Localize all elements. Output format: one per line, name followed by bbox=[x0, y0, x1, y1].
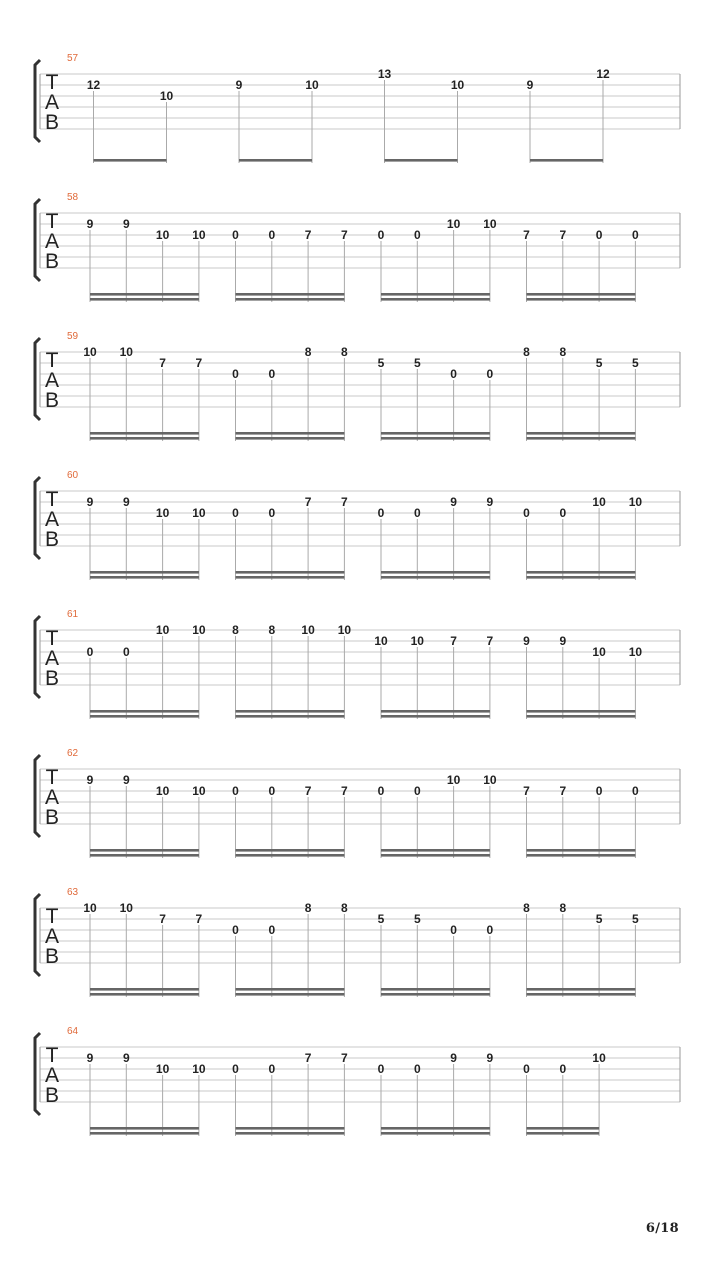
measure-number: 63 bbox=[67, 887, 79, 898]
beam bbox=[527, 1132, 600, 1135]
fret-number: 7 bbox=[486, 634, 494, 648]
fret-number: 9 bbox=[450, 495, 457, 509]
fret-number: 0 bbox=[268, 506, 276, 520]
fret-number: 0 bbox=[377, 784, 385, 798]
tab-clef-letter: A bbox=[44, 91, 60, 114]
system-bracket bbox=[35, 60, 40, 142]
beam bbox=[90, 854, 199, 857]
fret-number: 10 bbox=[192, 506, 206, 520]
beam bbox=[90, 988, 199, 991]
fret-number: 8 bbox=[523, 345, 530, 359]
tab-clef-letter: A bbox=[44, 786, 60, 809]
beam bbox=[381, 293, 490, 296]
fret-number: 0 bbox=[632, 784, 639, 798]
fret-number: 0 bbox=[232, 228, 239, 242]
fret-number: 8 bbox=[232, 623, 239, 637]
fret-number: 7 bbox=[341, 228, 348, 242]
system-bracket bbox=[35, 477, 40, 559]
fret-number: 8 bbox=[559, 901, 567, 915]
fret-number: 12 bbox=[596, 67, 610, 81]
fret-number: 5 bbox=[595, 356, 603, 370]
fret-number: 0 bbox=[377, 1062, 385, 1076]
fret-number: 10 bbox=[483, 217, 497, 231]
measure-number: 57 bbox=[67, 53, 79, 64]
fret-number: 0 bbox=[268, 1062, 276, 1076]
fret-number: 9 bbox=[486, 1051, 494, 1065]
measure-number: 64 bbox=[67, 1026, 79, 1037]
fret-number: 7 bbox=[304, 495, 312, 509]
tab-clef-letter: A bbox=[44, 230, 60, 253]
fret-number: 10 bbox=[592, 645, 606, 659]
page-number: 6/18 bbox=[645, 1221, 679, 1236]
measure-number: 60 bbox=[67, 470, 79, 481]
measure-number: 58 bbox=[67, 192, 79, 203]
fret-number: 10 bbox=[592, 495, 606, 509]
measure-number: 61 bbox=[67, 609, 79, 620]
beam bbox=[527, 988, 636, 991]
fret-number: 5 bbox=[413, 356, 421, 370]
beam bbox=[236, 710, 345, 713]
tab-clef-letter: B bbox=[44, 389, 60, 412]
fret-number: 10 bbox=[628, 495, 643, 509]
fret-number: 10 bbox=[483, 773, 497, 787]
beam bbox=[236, 576, 345, 579]
beam bbox=[527, 849, 636, 852]
fret-number: 0 bbox=[268, 923, 276, 937]
fret-number: 9 bbox=[86, 217, 94, 231]
beam bbox=[94, 159, 167, 162]
beam bbox=[527, 1127, 600, 1130]
beam bbox=[381, 988, 490, 991]
fret-number: 0 bbox=[232, 784, 239, 798]
beam bbox=[527, 854, 636, 857]
fret-number: 0 bbox=[450, 923, 457, 937]
fret-number: 0 bbox=[377, 506, 385, 520]
fret-number: 10 bbox=[83, 345, 97, 359]
beam bbox=[381, 710, 490, 713]
beam bbox=[90, 1127, 199, 1130]
system-bracket bbox=[35, 894, 40, 976]
fret-number: 8 bbox=[523, 901, 530, 915]
fret-number: 9 bbox=[86, 495, 94, 509]
fret-number: 0 bbox=[486, 923, 494, 937]
tab-clef-letter: B bbox=[44, 667, 60, 690]
tab-clef-letter: A bbox=[44, 925, 60, 948]
fret-number: 7 bbox=[304, 784, 312, 798]
beam bbox=[236, 437, 345, 440]
fret-number: 0 bbox=[559, 1062, 567, 1076]
fret-number: 10 bbox=[192, 623, 206, 637]
fret-number: 7 bbox=[304, 1051, 312, 1065]
fret-number: 9 bbox=[122, 217, 130, 231]
fret-number: 9 bbox=[122, 495, 130, 509]
measure-number: 62 bbox=[67, 748, 79, 759]
fret-number: 10 bbox=[374, 634, 388, 648]
fret-number: 10 bbox=[192, 1062, 206, 1076]
fret-number: 7 bbox=[341, 1051, 348, 1065]
beam bbox=[236, 1132, 345, 1135]
fret-number: 9 bbox=[450, 1051, 457, 1065]
fret-number: 10 bbox=[628, 645, 643, 659]
beam bbox=[381, 849, 490, 852]
fret-number: 0 bbox=[450, 367, 457, 381]
fret-number: 8 bbox=[341, 345, 348, 359]
fret-number: 0 bbox=[413, 506, 421, 520]
fret-number: 0 bbox=[595, 228, 603, 242]
fret-number: 9 bbox=[122, 1051, 130, 1065]
beam bbox=[381, 571, 490, 574]
beam bbox=[527, 710, 636, 713]
fret-number: 10 bbox=[410, 634, 424, 648]
beam bbox=[236, 432, 345, 435]
fret-number: 5 bbox=[377, 912, 385, 926]
fret-number: 0 bbox=[232, 367, 239, 381]
beam bbox=[236, 993, 345, 996]
fret-number: 7 bbox=[450, 634, 457, 648]
beam bbox=[90, 437, 199, 440]
beam bbox=[381, 1127, 490, 1130]
tab-clef-letter: T bbox=[45, 627, 59, 650]
tab-clef-letter: T bbox=[45, 488, 59, 511]
fret-number: 0 bbox=[122, 645, 130, 659]
fret-number: 8 bbox=[341, 901, 348, 915]
fret-number: 7 bbox=[523, 228, 530, 242]
beam bbox=[527, 993, 636, 996]
fret-number: 5 bbox=[595, 912, 603, 926]
fret-number: 10 bbox=[155, 228, 170, 242]
fret-number: 9 bbox=[526, 78, 534, 92]
beam bbox=[90, 576, 199, 579]
fret-number: 0 bbox=[268, 228, 276, 242]
fret-number: 7 bbox=[159, 356, 166, 370]
fret-number: 7 bbox=[304, 228, 312, 242]
fret-number: 10 bbox=[446, 217, 461, 231]
beam bbox=[527, 298, 636, 301]
beam bbox=[90, 432, 199, 435]
tab-clef-letter: T bbox=[45, 766, 59, 789]
fret-number: 10 bbox=[119, 345, 133, 359]
fret-number: 7 bbox=[341, 784, 348, 798]
fret-number: 0 bbox=[632, 228, 639, 242]
fret-number: 0 bbox=[232, 1062, 239, 1076]
fret-number: 10 bbox=[450, 78, 465, 92]
fret-number: 0 bbox=[268, 367, 276, 381]
fret-number: 10 bbox=[155, 506, 170, 520]
beam bbox=[236, 298, 345, 301]
beam bbox=[527, 576, 636, 579]
beam bbox=[527, 571, 636, 574]
fret-number: 10 bbox=[192, 784, 206, 798]
fret-number: 0 bbox=[413, 1062, 421, 1076]
fret-number: 5 bbox=[632, 912, 639, 926]
beam bbox=[90, 1132, 199, 1135]
fret-number: 5 bbox=[377, 356, 385, 370]
fret-number: 0 bbox=[377, 228, 385, 242]
tab-clef-letter: T bbox=[45, 905, 59, 928]
fret-number: 10 bbox=[119, 901, 133, 915]
beam bbox=[381, 437, 490, 440]
beam bbox=[90, 849, 199, 852]
fret-number: 7 bbox=[195, 356, 203, 370]
fret-number: 10 bbox=[155, 623, 170, 637]
fret-number: 9 bbox=[235, 78, 243, 92]
system-bracket bbox=[35, 1033, 40, 1115]
fret-number: 10 bbox=[446, 773, 461, 787]
measure-number: 59 bbox=[67, 331, 79, 342]
tab-clef-letter: A bbox=[44, 508, 60, 531]
fret-number: 7 bbox=[559, 784, 567, 798]
tab-clef-letter: B bbox=[44, 250, 60, 273]
beam bbox=[90, 710, 199, 713]
fret-number: 9 bbox=[86, 773, 94, 787]
fret-number: 0 bbox=[232, 506, 239, 520]
fret-number: 7 bbox=[559, 228, 567, 242]
beam bbox=[90, 293, 199, 296]
fret-number: 5 bbox=[413, 912, 421, 926]
beam bbox=[381, 432, 490, 435]
fret-number: 8 bbox=[304, 345, 312, 359]
beam bbox=[236, 571, 345, 574]
beam bbox=[90, 993, 199, 996]
system-bracket bbox=[35, 338, 40, 420]
system-bracket bbox=[35, 755, 40, 837]
tab-clef-letter: B bbox=[44, 806, 60, 829]
beam bbox=[236, 715, 345, 718]
tab-clef-letter: A bbox=[44, 647, 60, 670]
beam bbox=[381, 298, 490, 301]
fret-number: 9 bbox=[122, 773, 130, 787]
fret-number: 0 bbox=[268, 784, 276, 798]
fret-number: 10 bbox=[155, 1062, 170, 1076]
fret-number: 5 bbox=[632, 356, 639, 370]
fret-number: 9 bbox=[523, 634, 530, 648]
tab-clef-letter: B bbox=[44, 945, 60, 968]
fret-number: 10 bbox=[192, 228, 206, 242]
beam bbox=[236, 1127, 345, 1130]
fret-number: 0 bbox=[413, 784, 421, 798]
tab-clef-letter: A bbox=[44, 1064, 60, 1087]
fret-number: 9 bbox=[86, 1051, 94, 1065]
fret-number: 7 bbox=[159, 912, 166, 926]
tab-clef-letter: B bbox=[44, 528, 60, 551]
beam bbox=[236, 988, 345, 991]
beam bbox=[527, 293, 636, 296]
fret-number: 9 bbox=[486, 495, 494, 509]
tab-clef-letter: B bbox=[44, 111, 60, 134]
fret-number: 10 bbox=[155, 784, 170, 798]
fret-number: 0 bbox=[595, 784, 603, 798]
tab-clef-letter: T bbox=[45, 349, 59, 372]
tab-clef-letter: T bbox=[45, 71, 59, 94]
system-bracket bbox=[35, 199, 40, 281]
fret-number: 8 bbox=[304, 901, 312, 915]
beam bbox=[90, 715, 199, 718]
fret-number: 12 bbox=[86, 78, 101, 92]
fret-number: 0 bbox=[86, 645, 94, 659]
fret-number: 0 bbox=[559, 506, 567, 520]
beam bbox=[530, 159, 603, 162]
fret-number: 10 bbox=[305, 78, 319, 92]
tab-clef-letter: A bbox=[44, 369, 60, 392]
fret-number: 13 bbox=[377, 67, 392, 81]
beam bbox=[239, 159, 312, 162]
tab-clef-letter: B bbox=[44, 1084, 60, 1107]
fret-number: 8 bbox=[268, 623, 276, 637]
fret-number: 10 bbox=[159, 89, 174, 103]
system-bracket bbox=[35, 616, 40, 698]
beam bbox=[236, 854, 345, 857]
beam bbox=[527, 437, 636, 440]
fret-number: 10 bbox=[337, 623, 352, 637]
fret-number: 10 bbox=[83, 901, 97, 915]
fret-number: 10 bbox=[301, 623, 315, 637]
beam bbox=[236, 293, 345, 296]
fret-number: 0 bbox=[413, 228, 421, 242]
fret-number: 9 bbox=[559, 634, 567, 648]
tab-clef-letter: T bbox=[45, 210, 59, 233]
fret-number: 7 bbox=[523, 784, 530, 798]
fret-number: 7 bbox=[341, 495, 348, 509]
beam bbox=[381, 993, 490, 996]
fret-number: 7 bbox=[195, 912, 203, 926]
fret-number: 0 bbox=[486, 367, 494, 381]
fret-number: 0 bbox=[523, 506, 530, 520]
fret-number: 10 bbox=[592, 1051, 606, 1065]
beam bbox=[381, 854, 490, 857]
beam bbox=[527, 715, 636, 718]
fret-number: 0 bbox=[523, 1062, 530, 1076]
beam bbox=[90, 571, 199, 574]
tab-clef-letter: T bbox=[45, 1044, 59, 1067]
beam bbox=[385, 159, 458, 162]
beam bbox=[90, 298, 199, 301]
fret-number: 8 bbox=[559, 345, 567, 359]
beam bbox=[381, 1132, 490, 1135]
beam bbox=[381, 576, 490, 579]
beam bbox=[236, 849, 345, 852]
fret-number: 0 bbox=[232, 923, 239, 937]
beam bbox=[381, 715, 490, 718]
beam bbox=[527, 432, 636, 435]
